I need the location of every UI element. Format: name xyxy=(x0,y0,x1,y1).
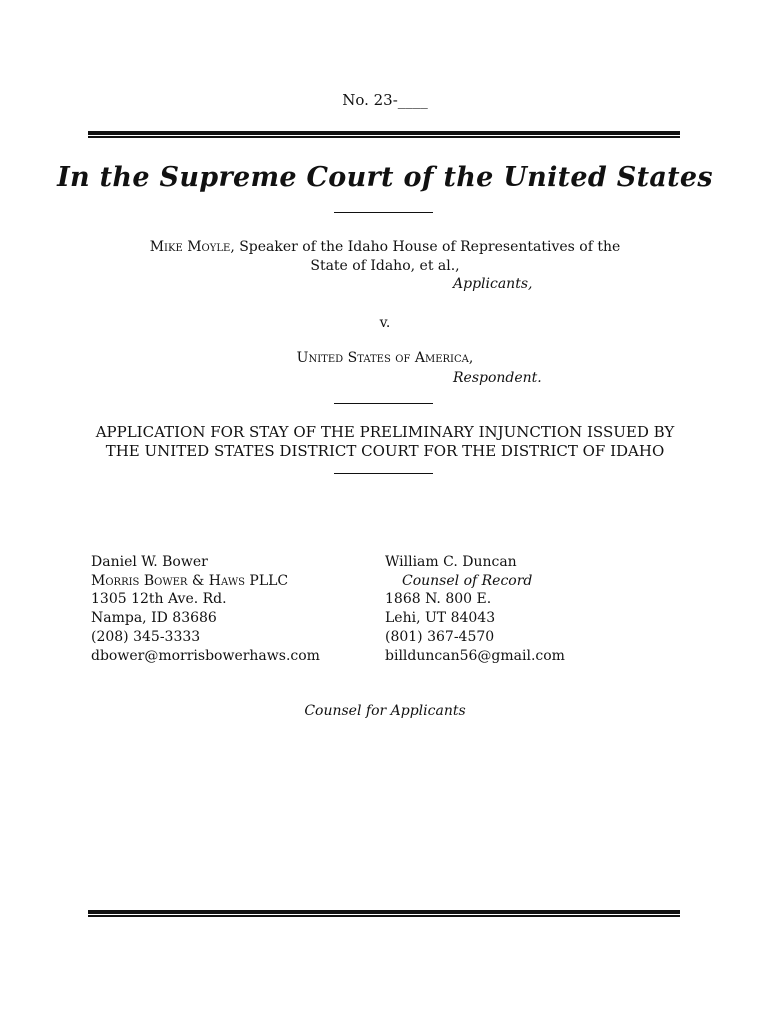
counsel-block-right xyxy=(385,553,565,665)
docket-number: No. 23-____ xyxy=(342,91,428,109)
court-title: In the Supreme Court of the United States xyxy=(57,162,713,193)
counsel-designation: Counsel of Record xyxy=(402,572,533,589)
respondent-suffix: , xyxy=(468,350,474,366)
respondent-name: United States of America xyxy=(296,350,469,366)
counsel-firm: Morris Bower & Haws PLLC xyxy=(91,572,289,589)
counsel-city: Lehi, UT 84043 xyxy=(385,610,496,627)
counsel-street: 1305 12th Ave. Rd. xyxy=(91,591,227,608)
respondent-line xyxy=(0,350,770,366)
versus: v. xyxy=(379,315,391,331)
counsel-for-applicants: Counsel for Applicants xyxy=(304,703,466,719)
application-title-line-1: APPLICATION FOR STAY OF THE PRELIMINARY INJUNCTION ISSUED BY xyxy=(95,423,675,441)
counsel-name: William C. Duncan xyxy=(385,554,517,570)
counsel-block-left xyxy=(91,553,320,665)
counsel-street: 1868 N. 800 E. xyxy=(385,591,492,608)
counsel-phone: (208) 345-3333 xyxy=(91,628,201,645)
bottom-double-rule xyxy=(88,910,680,917)
application-title-line-2: THE UNITED STATES DISTRICT COURT FOR THE DISTRICT OF IDAHO xyxy=(105,442,665,460)
divider-rule xyxy=(334,212,433,213)
counsel-city: Nampa, ID 83686 xyxy=(91,610,217,627)
counsel-phone: (801) 367-4570 xyxy=(385,628,495,645)
applicant-title: , Speaker of the Idaho House of Representatives of the xyxy=(230,239,621,255)
counsel-email: billduncan56@gmail.com xyxy=(385,647,565,664)
top-double-rule xyxy=(88,131,680,138)
applicants-line-1 xyxy=(0,238,770,257)
applicants-line-2: State of Idaho, et al., xyxy=(310,258,460,274)
divider-rule xyxy=(334,473,433,474)
respondent-role: Respondent. xyxy=(453,370,542,386)
counsel-email: dbower@morrisbowerhaws.com xyxy=(91,647,320,664)
applicant-name: Mike Moyle xyxy=(149,239,231,255)
counsel-name: Daniel W. Bower xyxy=(91,554,208,570)
applicants-role: Applicants, xyxy=(453,276,533,292)
divider-rule xyxy=(334,403,433,404)
